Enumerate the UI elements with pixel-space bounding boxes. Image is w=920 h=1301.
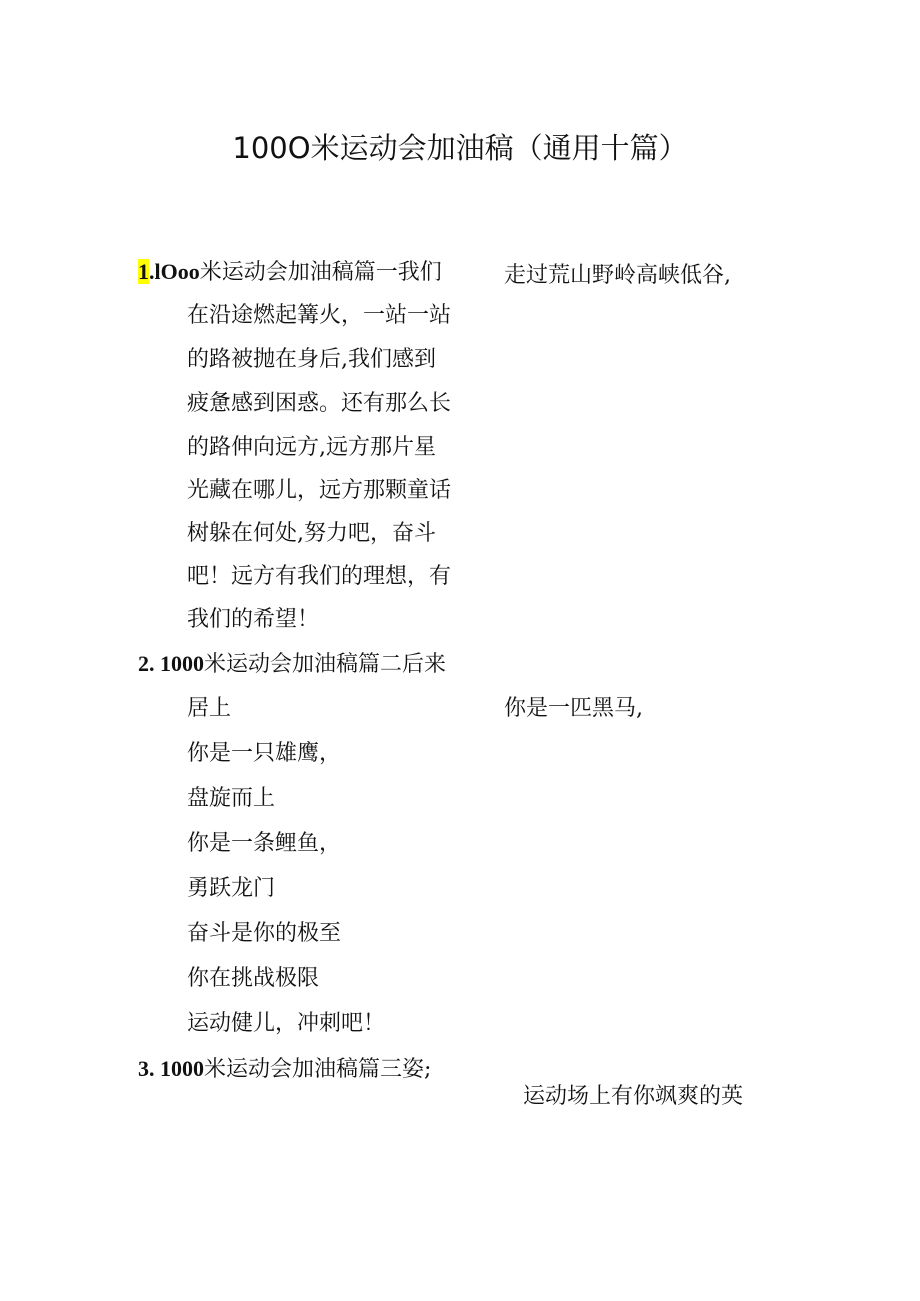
section-1-line: 树躲在何处,努力吧，奋斗 bbox=[187, 521, 436, 546]
section-1-line: 在沿途燃起篝火，一站一站 bbox=[187, 303, 452, 328]
section-2-line: 奋斗是你的极至 bbox=[187, 921, 342, 946]
section-2-line: 你是一只雄鹰， bbox=[187, 741, 342, 766]
section-3-side-text: 运动场上有你飒爽的英 bbox=[523, 1084, 744, 1109]
section-2-number: 2. 1000 bbox=[138, 651, 204, 676]
section-2-line: 你在挑战极限 bbox=[187, 966, 320, 991]
section-1-heading bbox=[138, 258, 442, 287]
section-1-number-highlight: 1 bbox=[138, 259, 149, 284]
section-2-line: 运动健儿，冲刺吧！ bbox=[187, 1011, 386, 1036]
section-2-line: 你是一条鲤鱼， bbox=[187, 831, 342, 856]
section-2-line: 居上 bbox=[187, 696, 232, 721]
section-1-heading-text: 米运动会加油稿篇一我们 bbox=[199, 260, 442, 285]
section-1-number: .lOoo bbox=[149, 259, 200, 284]
section-2-heading-text: 米运动会加油稿篇二后来 bbox=[204, 652, 447, 677]
section-3-number: 3. 1000 bbox=[138, 1056, 204, 1081]
section-1-side-text: 走过荒山野岭高峡低谷, bbox=[504, 263, 731, 288]
section-1-line: 疲惫感到困惑。还有那么长 bbox=[187, 391, 452, 416]
document-title: 100O米运动会加油稿（通用十篇） bbox=[232, 131, 688, 165]
section-2-line: 盘旋而上 bbox=[187, 786, 276, 811]
section-1-line: 光藏在哪儿，远方那颗童话 bbox=[187, 478, 452, 503]
section-3-heading bbox=[138, 1055, 431, 1084]
section-1-line: 我们的希望！ bbox=[187, 607, 320, 632]
section-3-heading-text: 米运动会加油稿篇三姿; bbox=[204, 1057, 432, 1082]
section-1-line: 吧！远方有我们的理想，有 bbox=[187, 564, 452, 589]
section-1-line: 的路被抛在身后,我们感到 bbox=[187, 347, 436, 372]
section-1-line: 的路伸向远方,远方那片星 bbox=[187, 435, 436, 460]
section-2-line: 勇跃龙门 bbox=[187, 876, 276, 901]
section-2-heading bbox=[138, 650, 446, 679]
section-2-side-text: 你是一匹黑马, bbox=[504, 696, 643, 721]
